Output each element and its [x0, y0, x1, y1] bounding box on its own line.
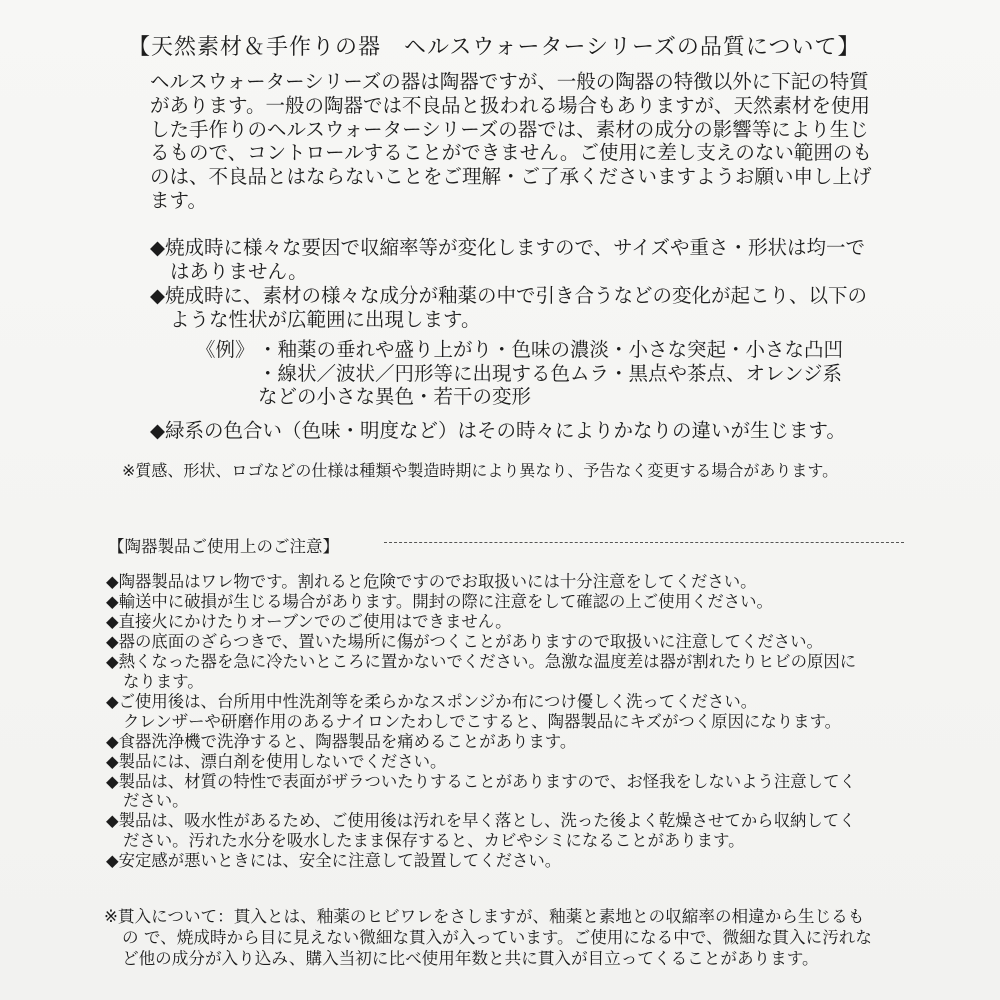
- quality-item-line: ◆焼成時に様々な要因で収縮率等が変化しますので、サイズや重さ・形状は均一で: [150, 236, 866, 259]
- caution-item: ◆直接火にかけたりオーブンでのご使用はできません。: [106, 611, 512, 631]
- kannyu-line: ※貫入について：貫入とは、釉薬のヒビワレをさしますが、釉薬と素地との収縮率の相違から生じるも: [104, 907, 865, 926]
- intro-line: ます。: [150, 188, 207, 212]
- caution-heading: 【陶器製品ご使用上のご注意】: [108, 537, 339, 556]
- example-line: ・線状／波状／円形等に出現する色ムラ・黒点や茶点、オレンジ系: [258, 361, 843, 385]
- caution-item: ◆ご使用後は、台所用中性洗剤等を柔らかなスポンジか布につけ優しく洗ってください。 クレンザーや研磨作用のあるナイロンたわしでこすると、陶器製品にキズがつく原因になります。: [106, 691, 841, 731]
- examples-block: [196, 338, 843, 409]
- intro-line: があります。一般の陶器では不良品と扱われる場合もありますが、天然素材を使用: [150, 93, 870, 117]
- intro-paragraph: [150, 70, 872, 213]
- quality-item-green: [150, 419, 846, 443]
- caution-item: ◆輸送中に破損が生じる場合があります。開封の際に注意をして確認の上ご使用ください。: [106, 591, 773, 611]
- examples-label: 《例》: [196, 338, 255, 361]
- caution-item: ◆製品は、材質の特性で表面がザラついたりすることがありますので、お怪我をしないよう注意してく ださい。: [106, 771, 856, 811]
- kannyu-line: ど他の成分が入り込み、購入当初に比べ使用年数と共に貫入が目立ってくることがあります。: [122, 949, 819, 968]
- quality-title: 【天然素材＆手作りの器 ヘルスウォーターシリーズの品質について】: [128, 35, 861, 60]
- intro-line: ヘルスウォーターシリーズの器は陶器ですが、一般の陶器の特徴以外に下記の特質: [150, 70, 869, 93]
- caution-item: ◆製品は、吸水性があるため、ご使用後は汚れを早く落とし、洗った後よく乾燥させてから収納してく ださい。汚れた水分を吸水したまま保存すると、カビやシミになることがあります。: [106, 811, 856, 851]
- quality-item-size: [150, 236, 865, 283]
- dashed-divider: [384, 542, 904, 543]
- kannyu-line: の で、焼成時から目に見えない微細な貫入が入っています。ご使用になる中で、微細な貫入に汚れな: [122, 928, 872, 947]
- kannyu-note: [104, 906, 872, 969]
- quality-item-glaze: [150, 284, 867, 331]
- caution-item: ◆熱くなった器を急に冷たいところに置かないでください。急激な温度差は器が割れたりヒビの原因に なります。: [106, 651, 857, 691]
- quality-item-line: はありません。: [170, 259, 308, 283]
- intro-line: るもので、コントロールすることができません。ご使用に差し支えのない範囲のも: [150, 141, 872, 165]
- example-line: などの小さな異色・若干の変形: [258, 385, 532, 409]
- spec-note: ※質感、形状、ロゴなどの仕様は種類や製造時期により異なり、予告なく変更する場合があります。: [122, 461, 839, 480]
- example-line: ・釉薬の垂れや盛り上がり・色味の濃淡・小さな突起・小さな凸凹: [258, 338, 844, 361]
- caution-item: ◆器の底面のざらつきで、置いた場所に傷がつくことがありますので取扱いに注意してください。: [106, 631, 823, 651]
- caution-item: ◆陶器製品はワレ物です。割れると危険ですのでお取扱いには十分注意をしてください。: [106, 572, 757, 591]
- quality-item-line: ◆焼成時に、素材の様々な成分が釉薬の中で引き合うなどの変化が起こり、以下の: [150, 284, 867, 307]
- quality-item-line: ような性状が広範囲に出現します。: [170, 307, 481, 331]
- intro-line: した手作りのヘルスウォーターシリーズの器では、素材の成分の影響等により生じ: [150, 117, 869, 141]
- caution-list: [106, 572, 856, 871]
- quality-item-line: ◆緑系の色合い（色味・明度など）はその時々によりかなりの違いが生じます。: [150, 419, 846, 442]
- caution-item: ◆食器洗浄機で洗浄すると、陶器製品を痛めることがあります。: [106, 731, 577, 751]
- caution-item: ◆安定感が悪いときには、安全に注意して設置してください。: [106, 851, 562, 871]
- intro-line: のは、不良品とはならないことをご理解・ご了承くださいますようお願い申し上げ: [150, 165, 872, 189]
- caution-item: ◆製品には、漂白剤を使用しないでください。: [106, 751, 447, 771]
